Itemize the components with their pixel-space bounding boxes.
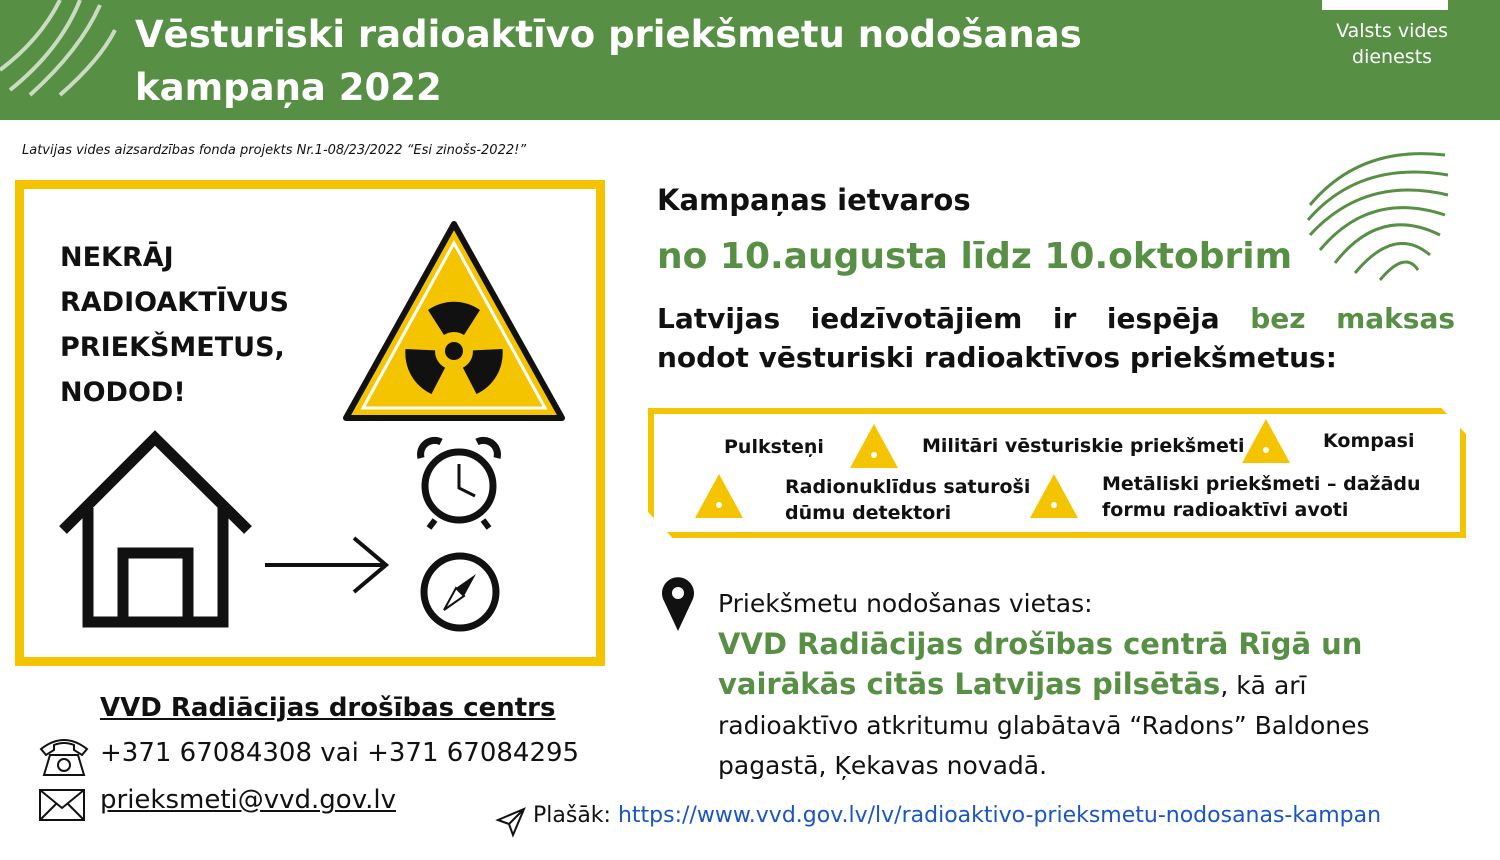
radiation-triangle-icon	[848, 422, 900, 470]
more-info: Plašāk: https://www.vvd.gov.lv/lv/radioaktivo-prieksmetu-nodosanas-kampan	[533, 803, 1382, 828]
radiation-triangle-icon	[1240, 417, 1292, 465]
org-name: Valsts vides dienests	[1336, 20, 1448, 68]
item-metal-objects: Metāliski priekšmeti – dažādu formu radioaktīvi avoti	[1102, 473, 1421, 521]
drop-off-locations: Priekšmetu nodošanas vietas: VVD Radiācijas drošības centrā Rīgā un vairākās citās Latvijas pilsētās, kā arī radioaktīvo atkritumu glabātavā “Radons” Baldones pagastā, Ķekavas novadā.	[718, 589, 1370, 780]
radiation-warning-icon	[340, 218, 568, 426]
item-compasses: Kompasi	[1323, 430, 1415, 452]
slogan: NEKRĀJ RADIOAKTĪVUS PRIEKŠMETUS, NODOD!	[60, 242, 289, 408]
send-icon	[495, 806, 527, 838]
email-link[interactable]: prieksmeti@vvd.gov.lv	[100, 785, 396, 815]
radiation-triangle-icon	[1028, 472, 1080, 520]
item-watches: Pulksteņi	[724, 436, 824, 458]
phone-icon	[38, 735, 90, 777]
fingerprint-icon	[1300, 145, 1455, 285]
header	[0, 0, 1500, 120]
email-icon	[38, 788, 86, 822]
fingerprint-logo-icon	[0, 0, 120, 100]
location-pin-icon	[660, 575, 696, 633]
campaign-intro-2: nodot vēsturiski radioaktīvos priekšmetus:	[657, 341, 1337, 374]
item-smoke-detectors: Radionuklīdus saturoši dūmu detektori	[785, 476, 1031, 524]
campaign-dates: no 10.augusta līdz 10.oktobrim	[657, 236, 1293, 277]
project-subtitle: Latvijas vides aizsardzības fonda projekts Nr.1-08/23/2022 “Esi zinošs-2022!”	[22, 143, 527, 158]
campaign-url-link[interactable]: https://www.vvd.gov.lv/lv/radioaktivo-prieksmetu-nodosanas-kampan	[617, 803, 1382, 828]
page-title: Vēsturiski radioaktīvo priekšmetu nodošanas kampaņa 2022	[135, 13, 1082, 109]
phone-numbers: +371 67084308 vai +371 67084295	[100, 738, 580, 768]
alarm-clock-icon	[413, 436, 505, 530]
center-name: VVD Radiācijas drošības centrs	[100, 693, 556, 723]
campaign-intro: Latvijas iedzīvotājiem ir iespēja bez maksas	[657, 302, 1456, 335]
compass-icon	[418, 550, 502, 634]
item-military: Militāri vēsturiskie priekšmeti	[922, 435, 1245, 457]
radiation-triangle-icon	[693, 472, 745, 520]
org-logo-bar	[1322, 0, 1448, 10]
campaign-heading: Kampaņas ietvaros	[657, 183, 971, 217]
arrow-right-icon	[262, 535, 392, 595]
house-icon	[58, 430, 258, 630]
